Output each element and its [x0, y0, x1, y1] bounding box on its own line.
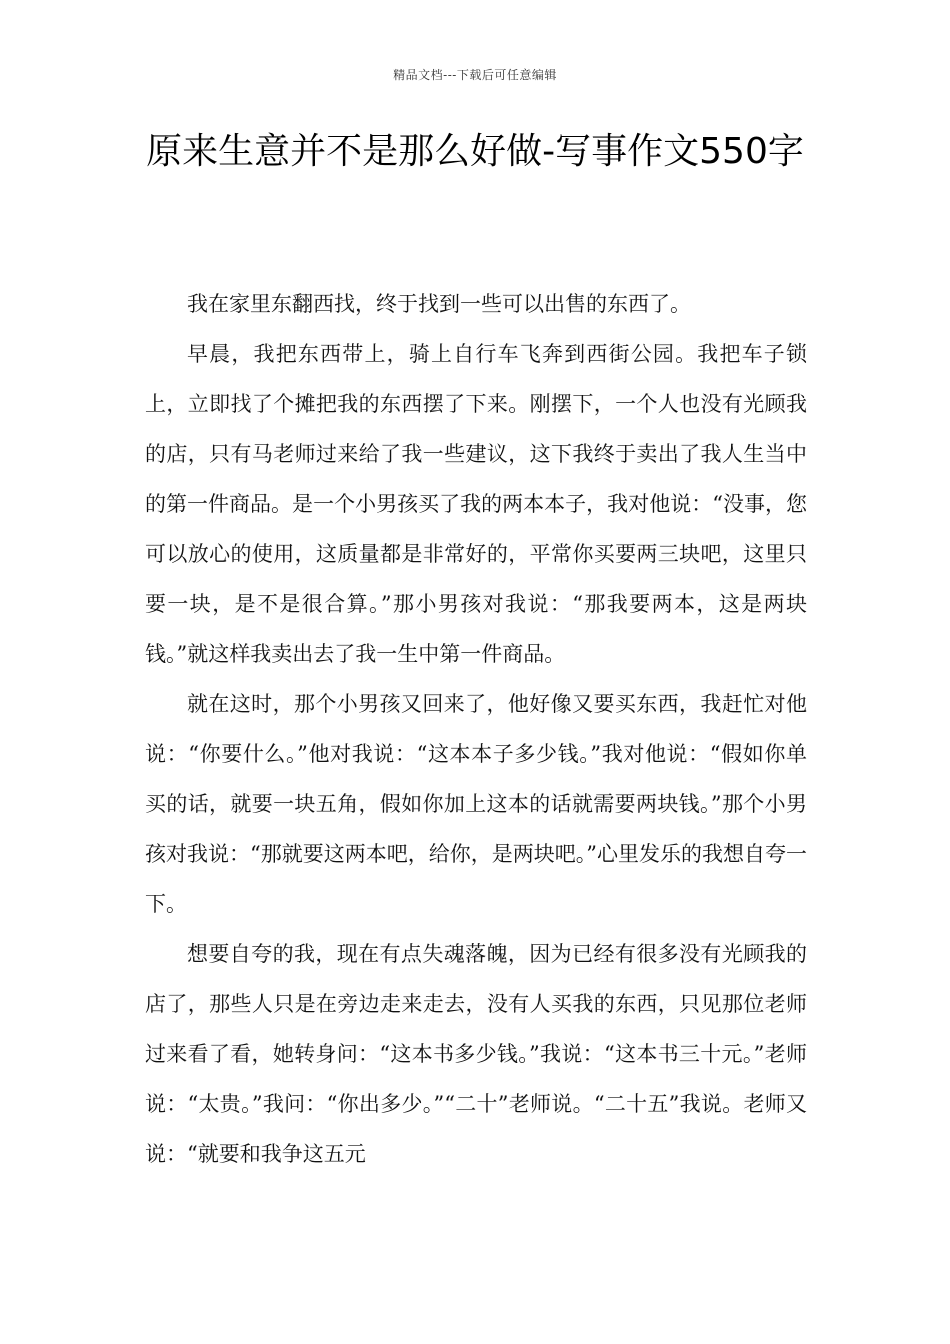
- paragraph-2: 早晨，我把东西带上，骑上自行车飞奔到西街公园。我把车子锁上，立即找了个摊把我的东西摆了下来。刚摆下，一个人也没有光顾我的店，只有马老师过来给了我一些建议，这下我终于卖出了我人生当中的第一件商品。是一个小男孩买了我的两本本子，我对他说：“没事，您可以放心的使用，这质量都是非常好的，平常你买要两三块吧，这里只要一块，是不是很合算。”那小男孩对我说：“那我要两本，这是两块钱。”就这样我卖出去了我一生中第一件商品。: [145, 342, 807, 666]
- article-body: [145, 279, 807, 1179]
- page-title: 原来生意并不是那么好做-写事作文550字: [146, 131, 804, 172]
- paragraph-4: 想要自夸的我，现在有点失魂落魄，因为已经有很多没有光顾我的店了，那些人只是在旁边走来走去，没有人买我的东西，只见那位老师过来看了看，她转身问：“这本书多少钱。”我说：“这本书三十元。”老师说：“太贵。”我问：“你出多少。”“二十”老师说。“二十五”我说。老师又说：“就要和我争这五元: [145, 942, 807, 1166]
- header-note: 精品文档---下载后可任意编辑: [393, 68, 557, 82]
- paragraph-1: 我在家里东翻西找，终于找到一些可以出售的东西了。: [187, 292, 691, 316]
- paragraph-3: 就在这时，那个小男孩又回来了，他好像又要买东西，我赶忙对他说：“你要什么。”他对我说：“这本本子多少钱。”我对他说：“假如你单买的话，就要一块五角，假如你加上这本的话就需要两块钱。”那个小男孩对我说：“那就要这两本吧，给你，是两块吧。”心里发乐的我想自夸一下。: [145, 692, 807, 916]
